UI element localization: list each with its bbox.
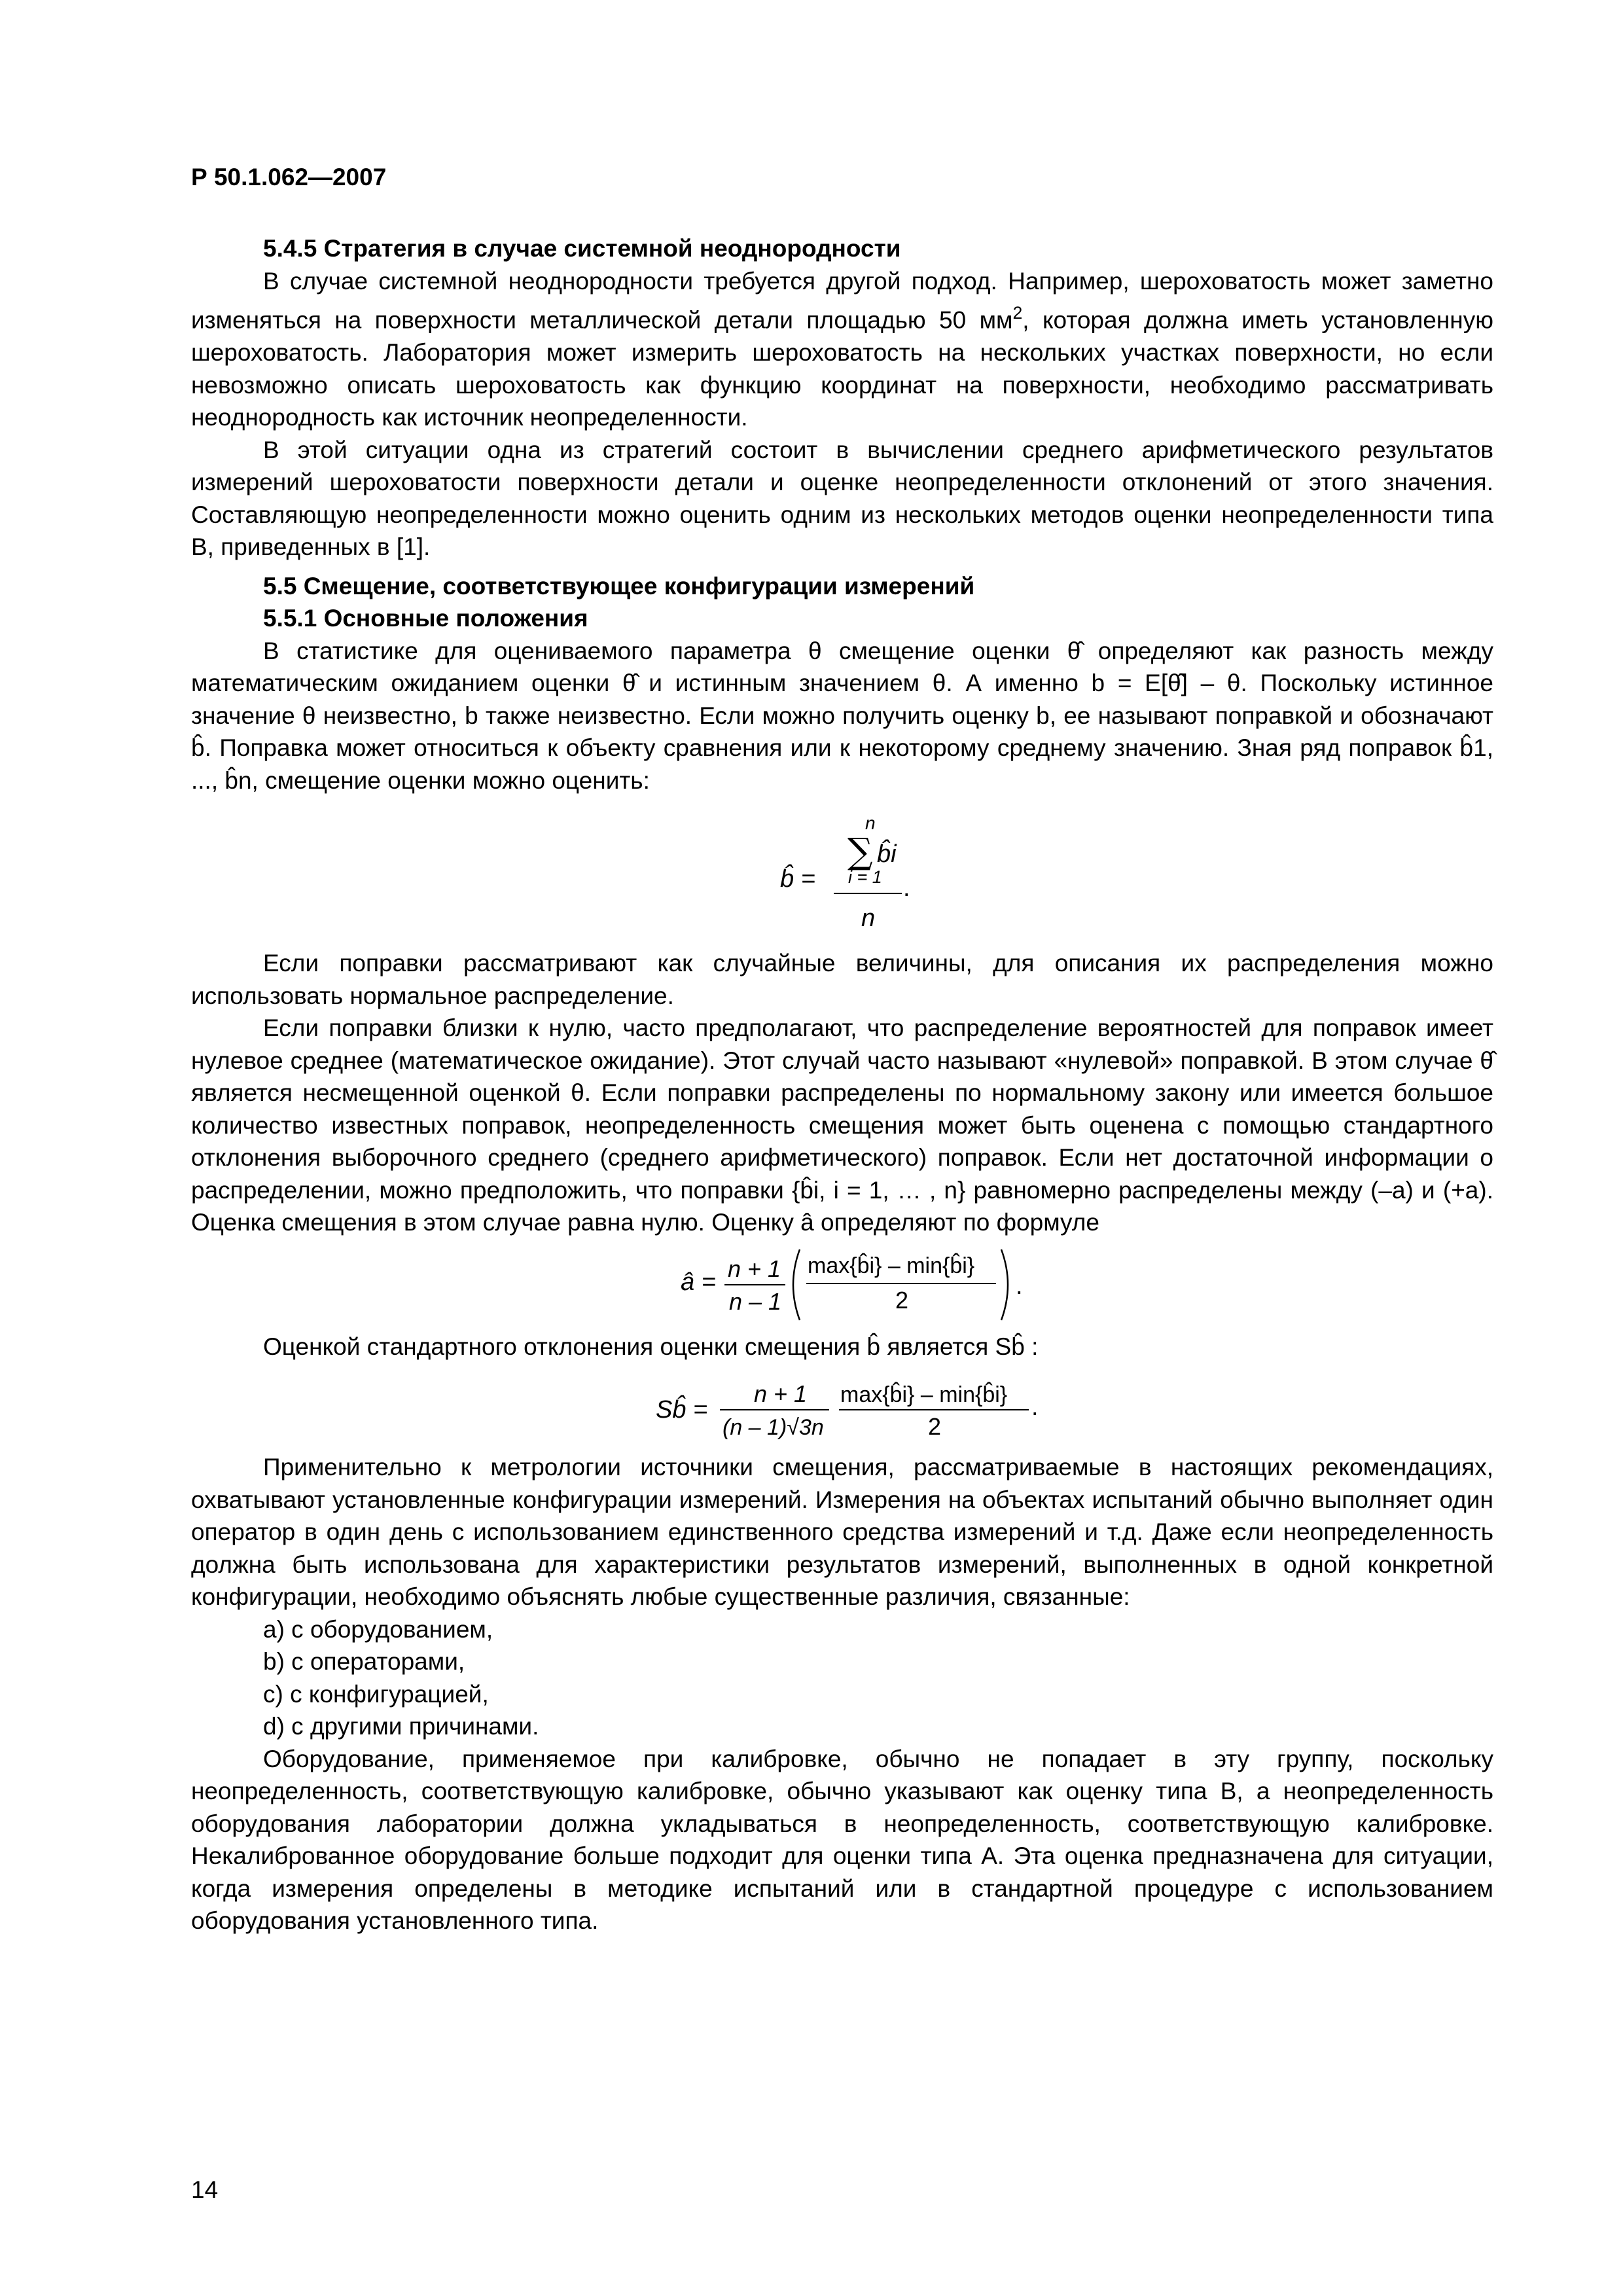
formula-lhs: â = [681, 1268, 716, 1296]
formula-end: . [903, 874, 910, 903]
left-paren [793, 1249, 800, 1320]
denominator: (n – 1)√3n [722, 1415, 824, 1441]
denominator: n – 1 [729, 1287, 782, 1315]
list-item: b) с операторами, [263, 1648, 465, 1676]
formula-end: . [1016, 1272, 1023, 1300]
formula-bias-estimate [191, 797, 1493, 947]
section-5-5-heading: 5.5 Смещение, соответствующее конфигурации измерений [263, 572, 975, 600]
numerator-2: max{b̂i} – min{b̂i} [840, 1382, 1008, 1408]
document-body [191, 232, 1493, 1937]
list-item: d) с другими причинами. [263, 1713, 539, 1740]
paragraph: В статистике для оцениваемого параметра θ смещение оценки θ̂ определяют как разность между математическим ожиданием оценки θ̂ и истинным значением θ. А именно b = E[θ̂] – θ. Поскольку истинное значение θ неизвестно, b также неизвестно. Если можно получить оценку b, ее называют поправкой и обозначают b̂. Поправка может относиться к объекту сравнения или к некоторому среднему значению. Зная ряд поправок b̂1, ..., b̂n, смещение оценки можно оценить: [191, 637, 1493, 794]
formula-s-bhat [191, 1363, 1493, 1451]
list-item: c) с конфигурацией, [263, 1680, 489, 1708]
numerator: n + 1 [754, 1380, 808, 1408]
formula-svg [191, 1363, 1493, 1451]
paragraph: Если поправки рассматривают как случайные величины, для описания их распределения можно использовать нормальное распределение. [191, 950, 1493, 1009]
denominator-2: 2 [928, 1413, 942, 1441]
sum-symbol: ∑ [847, 831, 873, 872]
section-5-5-1-heading: 5.5.1 Основные положения [263, 605, 588, 632]
numerator: n + 1 [728, 1255, 781, 1282]
formula-lhs: b̂ = [780, 865, 815, 893]
list-item: a) с оборудованием, [263, 1615, 493, 1643]
right-paren [1001, 1249, 1008, 1320]
paragraph [191, 265, 1493, 434]
sum-upper-limit: n [865, 813, 876, 834]
paragraph: Применительно к метрологии источники смещения, рассматриваемые в настоящих рекомендациях, охватывают установленные конфигурации измерений. Измерения на объектах испытаний обычно выполняет один оператор в один день с использованием единственного средства измерений и т.д. Даже если неопределенность должна быть использована для характеристики результатов измерений, выполненных в одной конкретной конфигурации, необходимо объяснять любые существенные различия, связанные: [191, 1454, 1493, 1611]
inner-denominator: 2 [895, 1286, 909, 1314]
page-number: 14 [191, 2176, 219, 2203]
formula-lhs: Sb̂ = [656, 1396, 708, 1424]
formula-svg [191, 1239, 1493, 1331]
paragraph: В этой ситуации одна из стратегий состоит в вычислении среднего арифметического результатов измерений шероховатости поверхности детали и оценке неопределенности отклонений от этого значения. Составляющую неопределенности можно оценить одним из нескольких методов оценки неопределенности типа В, приведенных в [1]. [191, 436, 1493, 561]
paragraph: Если поправки близки к нулю, часто предполагают, что распределение вероятностей для поправок имеет нулевое среднее (математическое ожидание). Этот случай часто называют «нулевой» поправкой. В этом случае θ̂ является несмещенной оценкой θ. Если поправки распределены по нормальному закону или имеется большое количество известных поправок, неопределенность смещения может быть оценена с помощью стандартного отклонения выборочного среднего (среднего арифметического) поправок. Если нет достаточной информации о распределении, можно предположить, что поправки {b̂i, i = 1, … , n} равномерно распределены между (–a) и (+a). Оценка смещения в этом случае равна нулю. Оценку â определяют по формуле [191, 1014, 1493, 1236]
formula-svg [191, 797, 1493, 947]
paragraph: Оборудование, применяемое при калибровке, обычно не попадает в эту группу, поскольку неопределенность, соответствующую калибровке, обычно указывают как оценку типа В, а неопределенность оборудования лаборатории должна укладываться в неопределенность, соответствующую калибровке. Некалиброванное оборудование больше подходит для оценки типа А. Эта оценка предназначена для ситуации, когда измерения определены в методике испытаний или в стандартной процедуре с использованием оборудования установленного типа. [191, 1745, 1493, 1935]
sum-term: b̂i [877, 840, 897, 869]
superscript: 2 [1012, 303, 1023, 323]
sum-lower-limit: i = 1 [848, 867, 882, 888]
inner-numerator: max{b̂i} – min{b̂i} [808, 1253, 975, 1278]
text-span: В случае системной неоднородности требуется другой подход. Например, шероховатость может заметно изменяться на поверхности металлической детали площадью 50 мм [191, 267, 1493, 334]
section-5-4-5-heading: 5.4.5 Стратегия в случае системной неоднородности [263, 235, 901, 262]
text-span: , которая должна иметь установленную шероховатость. Лаборатория может измерить шероховатость на нескольких участках поверхности, но если невозможно описать шероховатость как функцию координат на поверхности, необходимо рассматривать неоднородность как источник неопределенности. [191, 306, 1493, 431]
document-code: Р 50.1.062—2007 [191, 164, 387, 190]
paragraph: Оценкой стандартного отклонения оценки смещения b̂ является Sb̂ : [263, 1333, 1039, 1360]
formula-end: . [1031, 1393, 1039, 1422]
denominator: n [861, 905, 876, 933]
formula-a-hat [191, 1239, 1493, 1331]
